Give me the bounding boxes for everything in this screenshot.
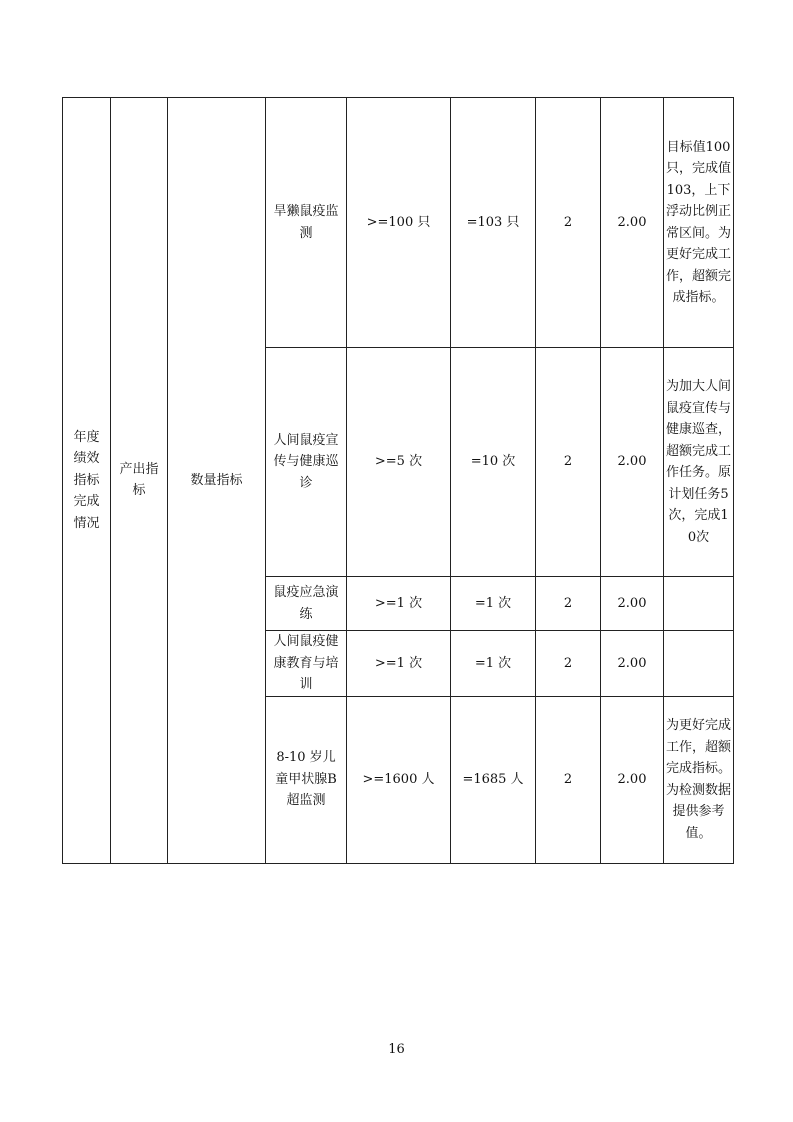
actual-value-cell: =1 次 [451,631,536,697]
indicator-name-cell: 旱獭鼠疫监测 [266,98,347,348]
indicator-name-cell: 8-10 岁儿童甲状腺B超监测 [266,696,347,863]
actual-value-cell: =1 次 [451,577,536,631]
score-cell: 2.00 [601,577,664,631]
weight-cell: 2 [536,577,601,631]
table-row [63,98,734,348]
indicator-name-cell: 鼠疫应急演练 [266,577,347,631]
score-cell: 2.00 [601,98,664,348]
note-cell: 目标值100只，完成值103，上下浮动比例正常区间。为更好完成工作，超额完成指标。 [664,98,734,348]
performance-table [62,97,734,864]
category-level3-cell: 数量指标 [168,98,266,864]
note-cell [664,631,734,697]
weight-cell: 2 [536,98,601,348]
page-number: 16 [388,1042,405,1057]
category-level1-cell: 年度绩效指标完成情况 [63,98,111,864]
actual-value-cell: =103 只 [451,98,536,348]
weight-cell: 2 [536,348,601,577]
score-cell: 2.00 [601,631,664,697]
note-cell: 为加大人间鼠疫宣传与健康巡查，超额完成工作任务。原计划任务5次，完成10次 [664,348,734,577]
target-value-cell: >=100 只 [347,98,451,348]
note-cell [664,577,734,631]
target-value-cell: >=1600 人 [347,696,451,863]
weight-cell: 2 [536,696,601,863]
target-value-cell: >=5 次 [347,348,451,577]
score-cell: 2.00 [601,348,664,577]
category-level2-cell: 产出指标 [111,98,168,864]
actual-value-cell: =10 次 [451,348,536,577]
score-cell: 2.00 [601,696,664,863]
weight-cell: 2 [536,631,601,697]
actual-value-cell: =1685 人 [451,696,536,863]
indicator-name-cell: 人间鼠疫宣传与健康巡诊 [266,348,347,577]
target-value-cell: >=1 次 [347,631,451,697]
note-cell: 为更好完成工作，超额完成指标。为检测数据提供参考值。 [664,696,734,863]
target-value-cell: >=1 次 [347,577,451,631]
indicator-name-cell: 人间鼠疫健康教育与培训 [266,631,347,697]
